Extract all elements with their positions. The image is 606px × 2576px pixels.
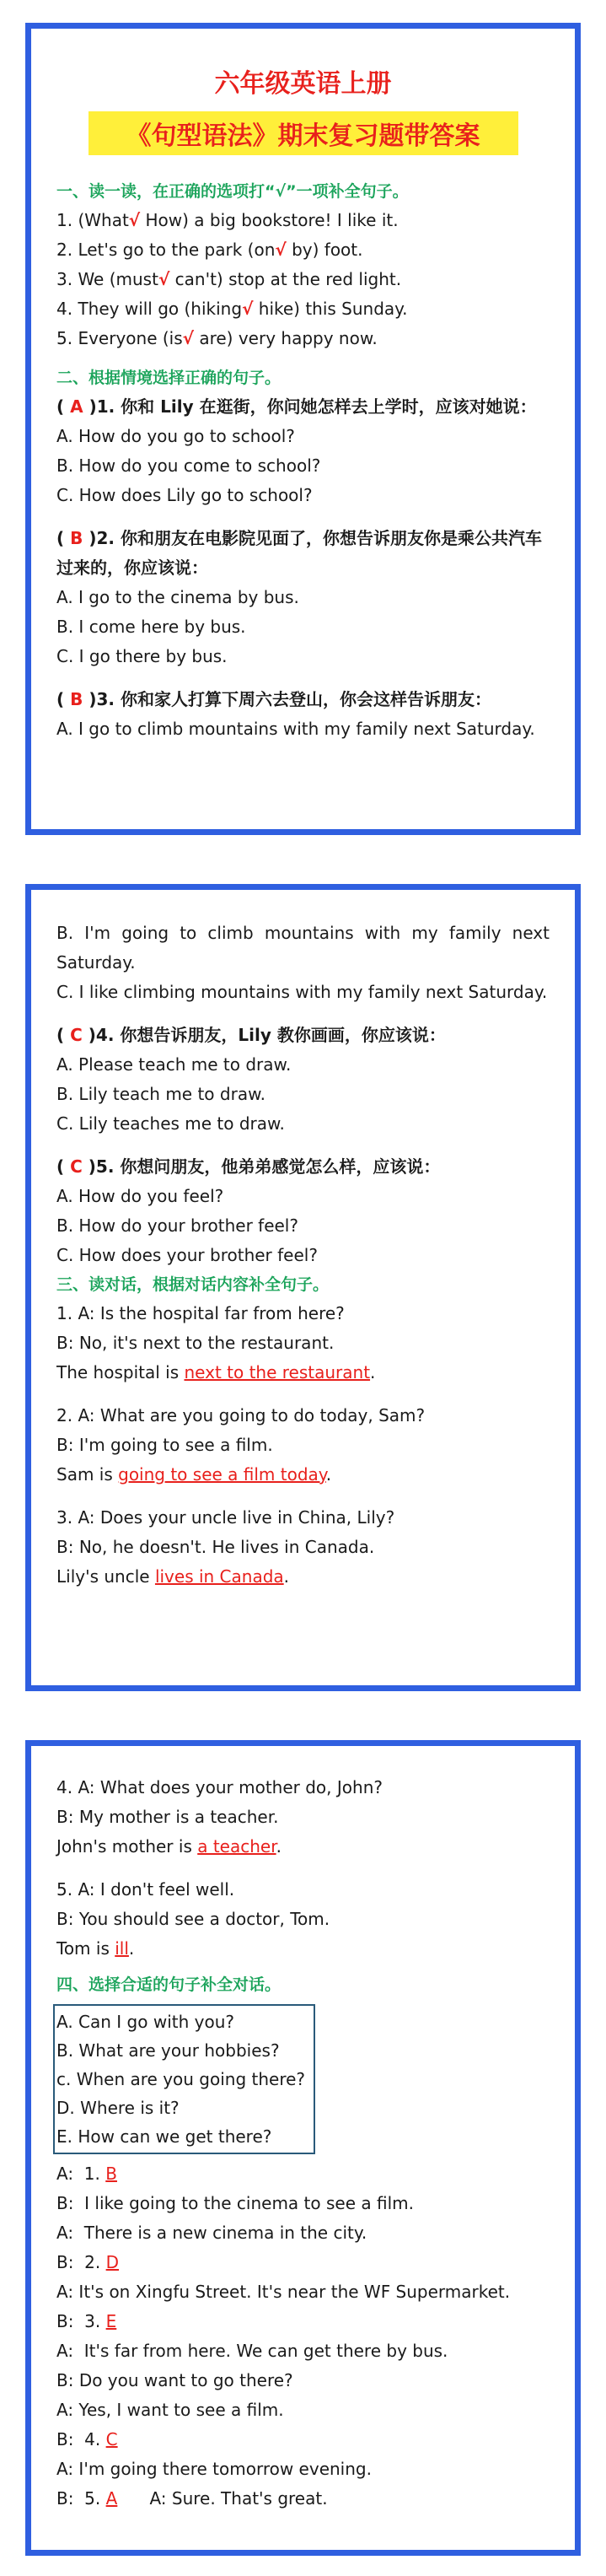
check-mark-icon: √ [242, 299, 254, 319]
dialog-line-3: A: There is a new cinema in the city. [56, 2223, 367, 2243]
s2-q1-option-b: B. How do you come to school? [56, 455, 321, 476]
s2-q2-option-a: A. I go to the cinema by bus. [56, 587, 299, 607]
s3-item-5-b: B: You should see a doctor, Tom. [56, 1909, 330, 1929]
dialog-line-2: B: I like going to the cinema to see a film. [56, 2193, 414, 2213]
dialog-line-12: B: 5. A A: Sure. That's great. [56, 2488, 328, 2509]
answer-letter: A [70, 396, 83, 417]
s1-item-2: 2. Let's go to the park (on√ by) foot. [56, 240, 363, 260]
check-mark-icon: √ [182, 328, 194, 348]
dialog-line-7: A: It's far from here. We can get there by bus. [56, 2341, 448, 2361]
s2-question-3: ( B )3. 你和家人打算下周六去登山，你会这样告诉朋友： [56, 689, 491, 709]
option-a: A. Can I go with you? [56, 2012, 234, 2032]
worksheet-page-1 [25, 23, 581, 835]
worksheet-page-3 [25, 1740, 581, 2556]
option-c: c. When are you going there? [56, 2069, 306, 2089]
s2-question-2: ( B )2. 你和朋友在电影院见面了，你想告诉朋友你是乘公共汽车过来的，你应该说： [56, 528, 542, 578]
answer-letter: C [105, 2429, 118, 2449]
page-title: 六年级英语上册 [214, 69, 392, 99]
s3-item-5-a: 5. A: I don't feel well. [56, 1879, 235, 1900]
s3-item-4-a: 4. A: What does your mother do, John? [56, 1777, 383, 1797]
answer-letter: C [70, 1156, 83, 1177]
s2-question-5: ( C )5. 你想问朋友，他弟弟感觉怎么样，应该说： [56, 1156, 441, 1177]
dialog-line-10: B: 4. C [56, 2429, 118, 2449]
s1-item-4: 4. They will go (hiking√ hike) this Sunday. [56, 299, 408, 319]
filled-answer: a teacher [197, 1836, 276, 1857]
s3-item-2-answer: Sam is going to see a film today. [56, 1464, 332, 1485]
s2-question-4: ( C )4. 你想告诉朋友，Lily 教你画画，你应该说： [56, 1025, 446, 1045]
check-mark-icon: √ [158, 269, 170, 289]
s2-q2-option-b: B. I come here by bus. [56, 617, 246, 637]
s3-item-3-b: B: No, he doesn't. He lives in Canada. [56, 1537, 375, 1557]
dialog-line-9: A: Yes, I want to see a film. [56, 2400, 284, 2420]
s2-q4-option-c: C. Lily teaches me to draw. [56, 1113, 285, 1134]
answer-letter: B [70, 689, 83, 709]
s2-q5-option-c: C. How does your brother feel? [56, 1245, 318, 1265]
section-3-heading: 三、读对话，根据对话内容补全句子。 [56, 1275, 330, 1294]
filled-answer: going to see a film today [118, 1464, 326, 1485]
filled-answer: lives in Canada [154, 1566, 284, 1587]
s3-item-1-b: B: No, it's next to the restaurant. [56, 1333, 335, 1353]
answer-letter: C [70, 1025, 83, 1045]
s2-q3-option-b: B. I'm going to climb mountains with my family next Saturday. [56, 923, 550, 973]
check-mark-icon: √ [275, 240, 287, 260]
dialog-line-4: B: 2. D [56, 2252, 120, 2272]
dialog-line-8: B: Do you want to go there? [56, 2370, 293, 2390]
s3-item-4-b: B: My mother is a teacher. [56, 1807, 279, 1827]
s2-q4-option-b: B. Lily teach me to draw. [56, 1084, 265, 1104]
s3-item-5-answer: Tom is ill. [56, 1938, 135, 1959]
s2-q1-option-a: A. How do you go to school? [56, 426, 295, 446]
s2-q5-option-a: A. How do you feel? [56, 1186, 224, 1206]
s2-question-1: ( A )1. 你和 Lily 在逛街，你问她怎样去上学时，应该对她说： [56, 396, 537, 417]
s3-item-2-a: 2. A: What are you going to do today, Sam? [56, 1405, 426, 1425]
option-e: E. How can we get there? [56, 2126, 272, 2147]
s3-item-2-b: B: I'm going to see a film. [56, 1435, 273, 1455]
filled-answer: next to the restaurant [184, 1362, 371, 1382]
worksheet-page-2 [25, 884, 581, 1691]
dialog-line-1: A: 1. B [56, 2164, 117, 2184]
answer-letter: D [105, 2252, 120, 2272]
options-box [53, 2004, 315, 2154]
s3-item-4-answer: John's mother is a teacher. [56, 1836, 282, 1857]
s2-q3-option-c: C. I like climbing mountains with my family next Saturday. [56, 982, 548, 1002]
answer-letter: A [105, 2488, 118, 2509]
dialog-line-6: B: 3. E [56, 2311, 117, 2331]
s2-q1-option-c: C. How does Lily go to school? [56, 485, 313, 505]
s3-item-3-answer: Lily's uncle lives in Canada. [56, 1566, 290, 1587]
answer-letter: E [105, 2311, 117, 2331]
answer-letter: B [70, 528, 83, 548]
filled-answer: ill [115, 1938, 129, 1959]
section-1-heading: 一、读一读，在正确的选项打“√”一项补全句子。 [56, 182, 409, 201]
s2-q2-option-c: C. I go there by bus. [56, 646, 228, 666]
s2-q3-option-a: A. I go to climb mountains with my family next Saturday. [56, 719, 535, 739]
page-subtitle: 《句型语法》期末复习题带答案 [88, 111, 518, 155]
s1-item-3: 3. We (must√ can't) stop at the red light. [56, 269, 402, 289]
check-mark-icon: √ [128, 210, 141, 230]
s2-q5-option-b: B. How do your brother feel? [56, 1215, 298, 1236]
s1-item-5: 5. Everyone (is√ are) very happy now. [56, 328, 378, 348]
dialog-line-5: A: It's on Xingfu Street. It's near the WF Supermarket. [56, 2282, 511, 2302]
dialog-line-11: A: I'm going there tomorrow evening. [56, 2459, 372, 2479]
s3-item-3-a: 3. A: Does your uncle live in China, Lily? [56, 1507, 395, 1528]
s1-item-1: 1. (What√ How) a big bookstore! I like it. [56, 210, 399, 230]
s3-item-1-answer: The hospital is next to the restaurant. [56, 1362, 376, 1382]
s2-q4-option-a: A. Please teach me to draw. [56, 1054, 292, 1075]
s3-item-1-a: 1. A: Is the hospital far from here? [56, 1303, 345, 1323]
option-d: D. Where is it? [56, 2098, 180, 2118]
section-4-heading: 四、选择合适的句子补全对话。 [56, 1975, 282, 1994]
option-b: B. What are your hobbies? [56, 2040, 280, 2061]
section-2-heading: 二、根据情境选择正确的句子。 [56, 369, 282, 387]
answer-letter: B [105, 2164, 117, 2184]
